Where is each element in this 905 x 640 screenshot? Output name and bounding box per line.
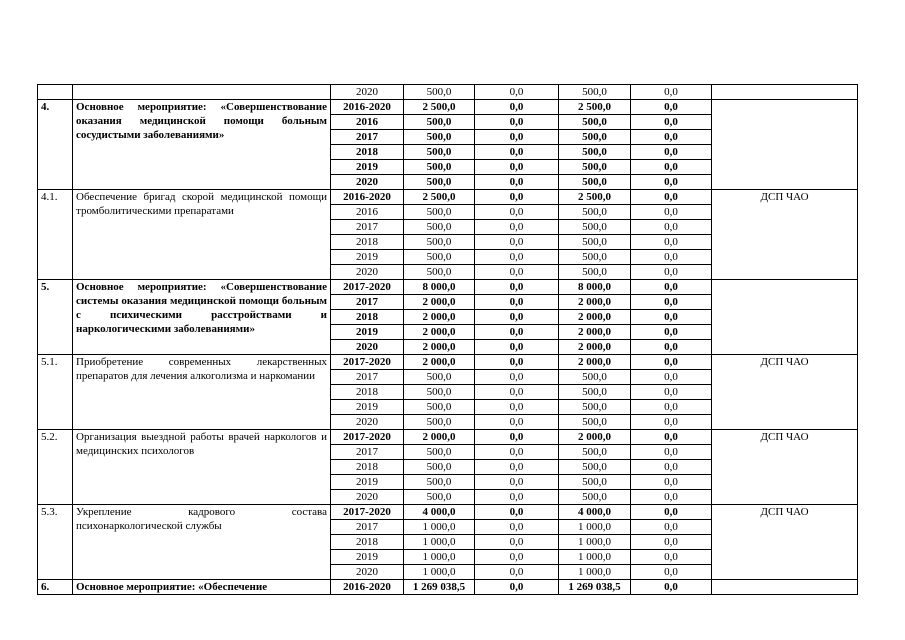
other-sources-cell: 0,0 [631,505,712,520]
year-cell: 2020 [331,175,404,190]
year-cell: 2019 [331,325,404,340]
total-cell: 500,0 [404,220,475,235]
executor-cell [712,85,858,100]
executor-cell [712,580,858,595]
federal-budget-cell: 0,0 [475,100,559,115]
okrug-budget-cell: 2 000,0 [559,355,631,370]
total-cell: 500,0 [404,235,475,250]
other-sources-cell: 0,0 [631,565,712,580]
other-sources-cell: 0,0 [631,370,712,385]
federal-budget-cell: 0,0 [475,160,559,175]
total-cell: 1 269 038,5 [404,580,475,595]
other-sources-cell: 0,0 [631,160,712,175]
table-row [38,85,858,100]
federal-budget-cell: 0,0 [475,445,559,460]
federal-budget-cell: 0,0 [475,190,559,205]
activity-name-cell: Основное мероприятие: «Совершенствование оказания медицинской помощи больным сосудистыми заболеваниями» [73,100,331,190]
okrug-budget-cell: 8 000,0 [559,280,631,295]
year-cell: 2019 [331,475,404,490]
activity-name-cell: Укрепление кадрового состава психонаркологической службы [73,505,331,580]
total-cell: 2 000,0 [404,340,475,355]
other-sources-cell: 0,0 [631,340,712,355]
total-cell: 500,0 [404,400,475,415]
total-cell: 500,0 [404,490,475,505]
okrug-budget-cell: 500,0 [559,460,631,475]
executor-cell: ДСП ЧАО [712,430,858,505]
total-cell: 500,0 [404,115,475,130]
year-cell: 2016 [331,115,404,130]
executor-cell [712,280,858,355]
budget-table-page [37,84,858,595]
okrug-budget-cell: 500,0 [559,490,631,505]
other-sources-cell: 0,0 [631,205,712,220]
federal-budget-cell: 0,0 [475,130,559,145]
year-cell: 2017 [331,520,404,535]
year-cell: 2019 [331,250,404,265]
other-sources-cell: 0,0 [631,385,712,400]
table-row [38,355,858,370]
federal-budget-cell: 0,0 [475,415,559,430]
activity-name-cell: Обеспечение бригад скорой медицинской помощи тромболитическими препаратами [73,190,331,280]
executor-cell: ДСП ЧАО [712,355,858,430]
other-sources-cell: 0,0 [631,310,712,325]
okrug-budget-cell: 2 500,0 [559,100,631,115]
total-cell: 1 000,0 [404,520,475,535]
year-cell: 2017-2020 [331,280,404,295]
federal-budget-cell: 0,0 [475,550,559,565]
other-sources-cell: 0,0 [631,280,712,295]
federal-budget-cell: 0,0 [475,370,559,385]
federal-budget-cell: 0,0 [475,460,559,475]
year-cell: 2020 [331,85,404,100]
total-cell: 500,0 [404,415,475,430]
other-sources-cell: 0,0 [631,265,712,280]
federal-budget-cell: 0,0 [475,385,559,400]
table-row [38,505,858,520]
okrug-budget-cell: 1 269 038,5 [559,580,631,595]
budget-table [37,84,858,595]
okrug-budget-cell: 500,0 [559,115,631,130]
okrug-budget-cell: 500,0 [559,130,631,145]
federal-budget-cell: 0,0 [475,250,559,265]
okrug-budget-cell: 500,0 [559,445,631,460]
federal-budget-cell: 0,0 [475,325,559,340]
year-cell: 2017 [331,130,404,145]
okrug-budget-cell: 1 000,0 [559,565,631,580]
year-cell: 2017-2020 [331,355,404,370]
other-sources-cell: 0,0 [631,445,712,460]
year-cell: 2017 [331,445,404,460]
okrug-budget-cell: 500,0 [559,370,631,385]
year-cell: 2016-2020 [331,190,404,205]
total-cell: 500,0 [404,445,475,460]
row-number-cell: 5.2. [38,430,73,505]
okrug-budget-cell: 500,0 [559,85,631,100]
total-cell: 500,0 [404,145,475,160]
other-sources-cell: 0,0 [631,295,712,310]
okrug-budget-cell: 500,0 [559,145,631,160]
okrug-budget-cell: 500,0 [559,475,631,490]
total-cell: 4 000,0 [404,505,475,520]
total-cell: 1 000,0 [404,535,475,550]
year-cell: 2018 [331,535,404,550]
other-sources-cell: 0,0 [631,175,712,190]
row-number-cell: 5.3. [38,505,73,580]
year-cell: 2017-2020 [331,430,404,445]
executor-cell [712,100,858,190]
okrug-budget-cell: 2 500,0 [559,190,631,205]
total-cell: 500,0 [404,265,475,280]
federal-budget-cell: 0,0 [475,520,559,535]
other-sources-cell: 0,0 [631,145,712,160]
total-cell: 500,0 [404,475,475,490]
other-sources-cell: 0,0 [631,415,712,430]
okrug-budget-cell: 1 000,0 [559,520,631,535]
year-cell: 2020 [331,490,404,505]
year-cell: 2019 [331,550,404,565]
year-cell: 2017-2020 [331,505,404,520]
okrug-budget-cell: 500,0 [559,205,631,220]
other-sources-cell: 0,0 [631,490,712,505]
year-cell: 2019 [331,160,404,175]
federal-budget-cell: 0,0 [475,235,559,250]
federal-budget-cell: 0,0 [475,145,559,160]
federal-budget-cell: 0,0 [475,505,559,520]
year-cell: 2020 [331,415,404,430]
year-cell: 2018 [331,310,404,325]
other-sources-cell: 0,0 [631,115,712,130]
year-cell: 2020 [331,565,404,580]
federal-budget-cell: 0,0 [475,220,559,235]
federal-budget-cell: 0,0 [475,355,559,370]
okrug-budget-cell: 500,0 [559,250,631,265]
federal-budget-cell: 0,0 [475,115,559,130]
total-cell: 500,0 [404,250,475,265]
federal-budget-cell: 0,0 [475,85,559,100]
total-cell: 500,0 [404,160,475,175]
other-sources-cell: 0,0 [631,400,712,415]
activity-name-cell: Основное мероприятие: «Совершенствование системы оказания медицинской помощи больным с психическими расстройствами и наркологическими заболеваниями» [73,280,331,355]
federal-budget-cell: 0,0 [475,340,559,355]
federal-budget-cell: 0,0 [475,535,559,550]
table-row [38,580,858,595]
federal-budget-cell: 0,0 [475,490,559,505]
other-sources-cell: 0,0 [631,220,712,235]
federal-budget-cell: 0,0 [475,310,559,325]
total-cell: 500,0 [404,385,475,400]
activity-name-cell: Основное мероприятие: «Обеспечение [73,580,331,595]
year-cell: 2018 [331,145,404,160]
okrug-budget-cell: 500,0 [559,175,631,190]
federal-budget-cell: 0,0 [475,280,559,295]
total-cell: 2 500,0 [404,190,475,205]
total-cell: 500,0 [404,370,475,385]
okrug-budget-cell: 500,0 [559,265,631,280]
okrug-budget-cell: 500,0 [559,415,631,430]
table-row [38,100,858,115]
total-cell: 500,0 [404,130,475,145]
year-cell: 2020 [331,265,404,280]
okrug-budget-cell: 2 000,0 [559,295,631,310]
executor-cell: ДСП ЧАО [712,505,858,580]
other-sources-cell: 0,0 [631,130,712,145]
federal-budget-cell: 0,0 [475,265,559,280]
other-sources-cell: 0,0 [631,550,712,565]
federal-budget-cell: 0,0 [475,475,559,490]
table-row [38,430,858,445]
row-number-cell [38,85,73,100]
okrug-budget-cell: 500,0 [559,160,631,175]
year-cell: 2018 [331,385,404,400]
year-cell: 2017 [331,220,404,235]
okrug-budget-cell: 500,0 [559,385,631,400]
okrug-budget-cell: 2 000,0 [559,310,631,325]
year-cell: 2018 [331,460,404,475]
other-sources-cell: 0,0 [631,235,712,250]
year-cell: 2019 [331,400,404,415]
federal-budget-cell: 0,0 [475,430,559,445]
activity-name-cell: Приобретение современных лекарственных препаратов для лечения алкоголизма и наркомании [73,355,331,430]
total-cell: 2 500,0 [404,100,475,115]
total-cell: 500,0 [404,460,475,475]
row-number-cell: 4. [38,100,73,190]
federal-budget-cell: 0,0 [475,400,559,415]
row-number-cell: 4.1. [38,190,73,280]
year-cell: 2016-2020 [331,100,404,115]
total-cell: 500,0 [404,175,475,190]
okrug-budget-cell: 2 000,0 [559,325,631,340]
other-sources-cell: 0,0 [631,85,712,100]
year-cell: 2020 [331,340,404,355]
year-cell: 2018 [331,235,404,250]
okrug-budget-cell: 4 000,0 [559,505,631,520]
row-number-cell: 5.1. [38,355,73,430]
row-number-cell: 6. [38,580,73,595]
year-cell: 2017 [331,370,404,385]
okrug-budget-cell: 500,0 [559,400,631,415]
year-cell: 2017 [331,295,404,310]
other-sources-cell: 0,0 [631,100,712,115]
federal-budget-cell: 0,0 [475,295,559,310]
other-sources-cell: 0,0 [631,430,712,445]
total-cell: 500,0 [404,205,475,220]
okrug-budget-cell: 2 000,0 [559,430,631,445]
year-cell: 2016 [331,205,404,220]
total-cell: 1 000,0 [404,565,475,580]
okrug-budget-cell: 1 000,0 [559,550,631,565]
other-sources-cell: 0,0 [631,460,712,475]
other-sources-cell: 0,0 [631,535,712,550]
total-cell: 2 000,0 [404,295,475,310]
okrug-budget-cell: 1 000,0 [559,535,631,550]
other-sources-cell: 0,0 [631,325,712,340]
total-cell: 2 000,0 [404,355,475,370]
table-row [38,190,858,205]
total-cell: 2 000,0 [404,430,475,445]
okrug-budget-cell: 500,0 [559,220,631,235]
year-cell: 2016-2020 [331,580,404,595]
total-cell: 500,0 [404,85,475,100]
other-sources-cell: 0,0 [631,580,712,595]
federal-budget-cell: 0,0 [475,205,559,220]
other-sources-cell: 0,0 [631,520,712,535]
other-sources-cell: 0,0 [631,190,712,205]
federal-budget-cell: 0,0 [475,565,559,580]
total-cell: 8 000,0 [404,280,475,295]
activity-name-cell: Организация выездной работы врачей наркологов и медицинских психологов [73,430,331,505]
other-sources-cell: 0,0 [631,475,712,490]
federal-budget-cell: 0,0 [475,175,559,190]
other-sources-cell: 0,0 [631,355,712,370]
row-number-cell: 5. [38,280,73,355]
total-cell: 1 000,0 [404,550,475,565]
activity-name-cell [73,85,331,100]
table-row [38,280,858,295]
okrug-budget-cell: 500,0 [559,235,631,250]
other-sources-cell: 0,0 [631,250,712,265]
total-cell: 2 000,0 [404,310,475,325]
okrug-budget-cell: 2 000,0 [559,340,631,355]
total-cell: 2 000,0 [404,325,475,340]
federal-budget-cell: 0,0 [475,580,559,595]
executor-cell: ДСП ЧАО [712,190,858,280]
